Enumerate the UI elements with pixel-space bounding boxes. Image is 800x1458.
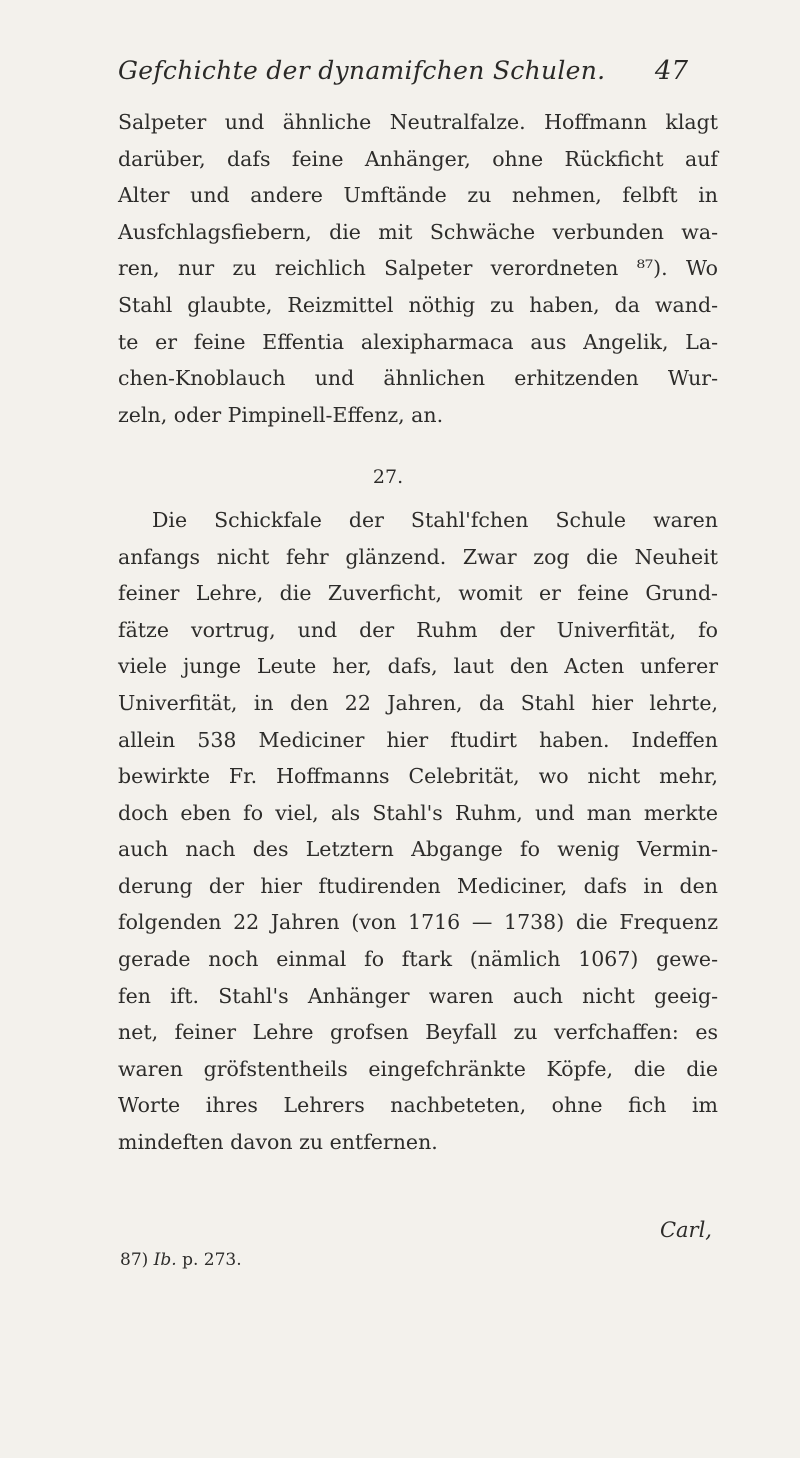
text-line: mindeften davon zu entfernen. — [118, 1130, 438, 1155]
text-line: Die Schickfale der Stahl'fchen Schule waren — [152, 507, 718, 532]
text-line: te er feine Effentia alexipharmaca aus Angelik, La- — [118, 329, 718, 354]
section-number: 27. — [372, 466, 404, 489]
page-number: 47 — [654, 56, 688, 86]
text-line: gerade noch einmal fo ftark (nämlich 1067) gewe- — [118, 947, 718, 972]
text-line: Univerfität, in den 22 Jahren, da Stahl hier lehrte, — [118, 690, 718, 715]
text-line: zeln, oder Pimpinell-Effenz, an. — [118, 402, 444, 427]
text-line: fätze vortrug, und der Ruhm der Univerfität, fo — [118, 617, 718, 642]
text-line: Alter und andere Umftände zu nehmen, felbft in — [118, 183, 718, 208]
footnote — [120, 1250, 242, 1270]
text-line: net, feiner Lehre grofsen Beyfall zu verfchaffen: es — [118, 1020, 718, 1045]
footnote-ref: Ib. — [153, 1250, 177, 1270]
text-line: darüber, dafs feine Anhänger, ohne Rückficht auf — [118, 146, 718, 171]
footnote-marker: 87) — [120, 1250, 149, 1270]
text-line: Worte ihres Lehrers nachbeteten, ohne fich im — [118, 1093, 718, 1118]
text-line: auch nach des Letztern Abgange fo wenig Vermin- — [118, 837, 718, 862]
running-title: Gefchichte der dynamifchen Schulen. — [118, 56, 606, 85]
text-line: feiner Lehre, die Zuverficht, womit er feine Grund- — [118, 581, 718, 606]
text-line: bewirkte Fr. Hoffmanns Celebrität, wo nicht mehr, — [118, 764, 718, 789]
footnote-page: p. 273. — [182, 1250, 242, 1270]
text-line: fen ift. Stahl's Anhänger waren auch nicht geeig- — [118, 983, 718, 1008]
text-line: Ausfchlagsfiebern, die mit Schwäche verbunden wa- — [118, 219, 718, 244]
page-header — [118, 56, 688, 96]
text-line: folgenden 22 Jahren (von 1716 — 1738) die Frequenz — [118, 910, 718, 935]
catchword: Carl, — [659, 1218, 712, 1242]
text-line: viele junge Leute her, dafs, laut den Acten unferer — [118, 654, 718, 679]
text-line: Salpeter und ähnliche Neutralfalze. Hoffmann klagt — [118, 110, 718, 134]
text-line: Stahl glaubte, Reizmittel nöthig zu haben, da wand- — [118, 292, 718, 317]
text-line: doch eben fo viel, als Stahl's Ruhm, und man merkte — [118, 800, 718, 825]
text-line: chen-Knoblauch und ähnlichen erhitzenden Wur- — [118, 366, 718, 391]
text-line: ren, nur zu reichlich Salpeter verordneten ⁸⁷). Wo — [118, 256, 718, 281]
body-text — [118, 104, 718, 1161]
text-line: anfangs nicht fehr glänzend. Zwar zog die Neuheit — [118, 544, 718, 569]
text-line: allein 538 Mediciner hier ftudirt haben. Indeffen — [118, 727, 718, 752]
text-line: derung der hier ftudirenden Mediciner, dafs in den — [118, 873, 718, 898]
text-line: waren gröfstentheils eingefchränkte Köpfe, die die — [118, 1056, 718, 1081]
